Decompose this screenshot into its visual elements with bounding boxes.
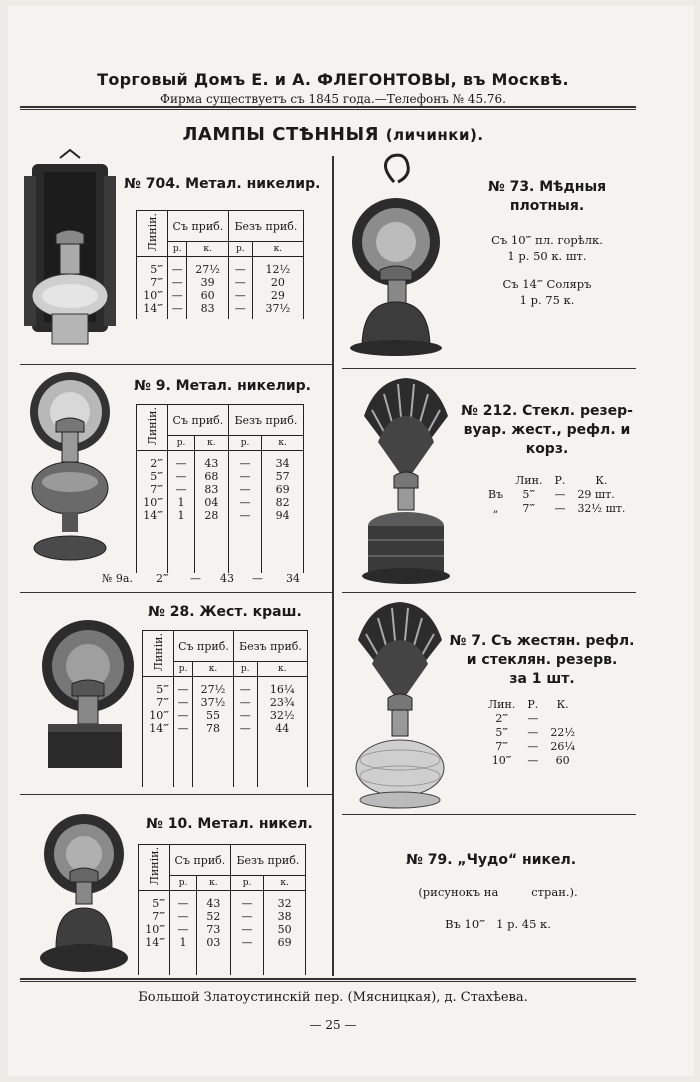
item-7-price-list	[482, 698, 581, 768]
table-cell	[174, 677, 193, 788]
cell-value: —	[239, 709, 251, 722]
cell-value: 82	[275, 496, 290, 509]
col-r: р.	[168, 242, 187, 257]
item-28-price-table	[142, 630, 308, 787]
cell-value: 7‴	[150, 276, 163, 289]
cell-value: 7‴	[152, 910, 165, 923]
table-cell	[137, 257, 168, 320]
cell-value: 44	[275, 722, 290, 735]
cell-value: 43	[206, 897, 221, 910]
col-lines-header: Линіи.	[143, 631, 174, 677]
row-k: 26¼	[550, 740, 576, 753]
col-without-header: Безъ приб.	[228, 405, 303, 436]
section-title-sub: (личинки).	[385, 126, 484, 144]
item-9a-lines: 2‴	[156, 572, 169, 585]
footer-rule-2	[20, 981, 636, 982]
cell-value: 1	[177, 509, 185, 522]
col-k: К.	[556, 698, 569, 711]
item-704-price-table	[136, 210, 304, 319]
left-sep-1	[20, 364, 332, 365]
row-lines: 7‴	[495, 740, 509, 753]
cell-value: 04	[204, 496, 219, 509]
lamp-10-illustration	[38, 812, 130, 978]
right-sep-3	[342, 814, 636, 815]
col-r: Р.	[554, 474, 566, 487]
col-r: р.	[170, 876, 197, 891]
table-row	[482, 502, 631, 516]
cell-value: 7‴	[156, 696, 169, 709]
cell-value: —	[177, 897, 189, 910]
header-rule-2	[20, 109, 636, 110]
col-lin: Лин.	[488, 698, 516, 711]
item-73-price-2-line1: Съ 14‴ Соляръ	[502, 277, 592, 291]
item-73-price-2	[462, 276, 632, 308]
table-row	[137, 257, 304, 320]
cell-value: —	[239, 496, 251, 509]
col-lines-header: Линіи.	[137, 211, 168, 257]
item-73-price-1-line2: 1 р. 50 к. шт.	[507, 249, 587, 263]
col-k: к.	[262, 436, 304, 451]
header-subtitle: Фирма существуетъ съ 1845 года.—Телефонъ № 45.76.	[160, 92, 506, 106]
col-r: р.	[174, 662, 193, 677]
cell-value: 10‴	[145, 923, 165, 936]
table-cell	[233, 677, 257, 788]
item-9a-wk: 43	[220, 572, 234, 585]
table-row	[137, 451, 304, 574]
table-cell	[143, 677, 174, 788]
item-9a-row	[102, 572, 312, 586]
cell-value: 29	[270, 289, 285, 302]
cell-value: —	[177, 709, 189, 722]
cell-value: —	[241, 897, 253, 910]
item-9-price-table	[136, 404, 304, 573]
row-r: —	[527, 740, 539, 753]
table-row	[139, 891, 306, 976]
footer-rule	[20, 978, 636, 980]
cell-value: 27½	[195, 263, 220, 276]
col-k: к.	[187, 242, 228, 257]
cell-value: 7‴	[150, 483, 163, 496]
col-lines-header: Линіи.	[137, 405, 168, 451]
cell-value: —	[177, 923, 189, 936]
cell-value: —	[241, 910, 253, 923]
table-cell	[228, 451, 261, 574]
item-9-title: № 9. Метал. никелир.	[134, 378, 311, 394]
col-with-header: Съ приб.	[168, 211, 229, 242]
cell-value: 10‴	[143, 289, 163, 302]
cell-value: —	[175, 457, 187, 470]
item-73-title-line1: № 73. Мѣдныя	[487, 179, 607, 195]
item-73-title-line2: плотныя.	[509, 198, 585, 214]
col-r: р.	[230, 876, 263, 891]
col-r: Р.	[527, 698, 539, 711]
cell-value: 38	[277, 910, 292, 923]
col-r: р.	[228, 436, 261, 451]
cell-value: 69	[275, 483, 290, 496]
col-without-header: Безъ приб.	[233, 631, 307, 662]
row-k	[544, 712, 581, 726]
col-k: к.	[193, 662, 234, 677]
row-lines: 2‴	[495, 712, 509, 725]
cell-value: —	[241, 923, 253, 936]
cell-value: —	[239, 722, 251, 735]
row-r: —	[527, 754, 539, 767]
cell-value: 34	[275, 457, 290, 470]
col-k: К.	[595, 474, 608, 487]
cell-value: 73	[206, 923, 221, 936]
cell-value: 94	[275, 509, 290, 522]
item-9a-nk: 34	[286, 572, 300, 585]
cell-value: 43	[204, 457, 219, 470]
cell-value: —	[177, 910, 189, 923]
row-r: —	[554, 488, 566, 501]
table-row	[482, 740, 581, 754]
table-cell	[262, 451, 304, 574]
row-r: —	[527, 726, 539, 739]
cell-value: —	[239, 457, 251, 470]
item-9a-label: № 9а.	[102, 572, 133, 585]
item-10-price-table	[138, 844, 306, 975]
item-212-title-line1: № 212. Стекл. резер-	[461, 403, 633, 419]
cell-value: 10‴	[143, 496, 163, 509]
lamp-9-illustration	[26, 370, 118, 566]
cell-value: 16¼	[269, 683, 295, 696]
table-row	[482, 488, 631, 502]
col-k: к.	[252, 242, 303, 257]
lamp-7-illustration	[350, 600, 450, 810]
table-row	[482, 712, 581, 726]
row-lines: 7‴	[522, 502, 536, 515]
cell-value: 12½	[265, 263, 291, 276]
item-28-title: № 28. Жест. краш.	[148, 604, 302, 620]
table-cell	[168, 451, 195, 574]
cell-value: 14‴	[143, 509, 163, 522]
cell-value: —	[234, 302, 246, 315]
cell-value: 5‴	[150, 470, 163, 483]
cell-value: 32	[277, 897, 292, 910]
item-212-title-line3: корз.	[525, 441, 569, 457]
col-k: к.	[264, 876, 306, 891]
cell-value: 68	[204, 470, 219, 483]
cell-value: 55	[206, 709, 221, 722]
cell-value: 5‴	[152, 897, 165, 910]
col-with-header: Съ приб.	[168, 405, 229, 436]
row-r: —	[527, 712, 539, 725]
cell-value: —	[175, 483, 187, 496]
cell-value: 14‴	[143, 302, 163, 315]
table-row	[482, 726, 581, 740]
cell-value: —	[239, 483, 251, 496]
item-704-title: № 704. Метал. никелир.	[124, 176, 321, 192]
cell-value: —	[239, 683, 251, 696]
table-cell	[137, 451, 168, 574]
row-lines: 5‴	[522, 488, 536, 501]
cell-value: 1	[177, 496, 185, 509]
cell-value: —	[171, 263, 183, 276]
cell-value: 10‴	[149, 709, 169, 722]
cell-value: —	[177, 722, 189, 735]
cell-value: —	[175, 470, 187, 483]
column-divider	[332, 156, 334, 976]
cell-value: —	[177, 696, 189, 709]
col-k: к.	[197, 876, 231, 891]
cell-value: 39	[200, 276, 215, 289]
table-cell	[230, 891, 263, 976]
cell-value: 83	[200, 302, 215, 315]
table-cell	[193, 677, 234, 788]
right-sep-2	[342, 592, 636, 593]
col-r: р.	[233, 662, 257, 677]
left-sep-2	[20, 592, 332, 593]
table-cell	[187, 257, 228, 320]
item-73-price-1	[462, 232, 632, 264]
lamp-704-illustration	[22, 146, 118, 356]
table-cell	[170, 891, 197, 976]
cell-value: —	[177, 683, 189, 696]
row-prefix: Въ	[488, 488, 504, 501]
cell-value: —	[239, 470, 251, 483]
cell-value: 5‴	[150, 263, 163, 276]
cell-value: 14‴	[145, 936, 165, 949]
item-212-price-list	[482, 474, 631, 516]
item-212-title	[454, 402, 640, 459]
header-rule	[20, 106, 636, 108]
lamp-28-illustration	[34, 618, 134, 778]
item-9a-wr: —	[190, 572, 201, 585]
row-k: 22½	[550, 726, 576, 739]
col-k: к.	[257, 662, 307, 677]
table-cell	[264, 891, 306, 976]
cell-value: —	[234, 263, 246, 276]
page-number: — 25 —	[309, 1018, 357, 1032]
cell-value: —	[234, 289, 246, 302]
col-without-header: Безъ приб.	[228, 211, 303, 242]
table-row	[482, 754, 581, 768]
table-cell	[228, 257, 252, 320]
section-title-text: ЛАМПЫ СТѢННЫЯ	[182, 124, 379, 145]
cell-value: 37½	[265, 302, 291, 315]
cell-value: —	[234, 276, 246, 289]
item-79-title: № 79. „Чудо“ никел.	[406, 852, 577, 868]
table-cell	[168, 257, 187, 320]
cell-value: 32½	[269, 709, 295, 722]
item-9a-nr: —	[252, 572, 263, 585]
cell-value: 27½	[200, 683, 226, 696]
cell-value: —	[239, 696, 251, 709]
row-prefix: „	[492, 502, 499, 515]
row-lines: 5‴	[495, 726, 509, 739]
lamp-212-illustration	[356, 376, 456, 586]
row-r: —	[554, 502, 566, 515]
item-73-price-2-line2: 1 р. 75 к.	[519, 293, 575, 307]
header-title: Торговый Домъ Е. и А. ФЛЕГОНТОВЫ, въ Москвѣ.	[97, 70, 569, 89]
col-k: к.	[195, 436, 229, 451]
item-73-title	[462, 178, 632, 216]
item-73-price-1-line1: Съ 10‴ пл. горѣлк.	[491, 233, 603, 247]
cell-value: —	[171, 289, 183, 302]
item-7-title-line3: за 1 шт.	[509, 671, 575, 687]
cell-value: 50	[277, 923, 292, 936]
item-7-title	[444, 632, 640, 689]
cell-value: —	[171, 276, 183, 289]
cell-value: 5‴	[156, 683, 169, 696]
cell-value: —	[241, 936, 253, 949]
col-lin: Лин.	[515, 474, 543, 487]
col-r: р.	[228, 242, 252, 257]
footer-address: Большой Златоустинскій пер. (Мясницкая), д. Стахѣева.	[138, 990, 528, 1005]
table-cell	[197, 891, 231, 976]
cell-value: 03	[206, 936, 221, 949]
section-title	[8, 124, 658, 145]
item-79-note: (рисунокъ на стран.).	[418, 885, 578, 899]
cell-value: 20	[270, 276, 285, 289]
cell-value: 78	[206, 722, 221, 735]
cell-value: 2‴	[150, 457, 163, 470]
left-sep-3	[20, 794, 332, 795]
cell-value: 60	[200, 289, 215, 302]
catalog-page	[8, 6, 694, 1076]
col-lines-header: Линіи.	[139, 845, 170, 891]
cell-value: —	[239, 509, 251, 522]
item-212-title-line2: вуар. жест., рефл. и	[463, 422, 631, 438]
col-with-header: Съ приб.	[174, 631, 234, 662]
cell-value: 83	[204, 483, 219, 496]
item-7-title-line1: № 7. Съ жестян. рефл.	[449, 633, 635, 649]
item-10-title: № 10. Метал. никел.	[146, 816, 313, 832]
row-k: 29 шт.	[577, 488, 615, 501]
table-cell	[252, 257, 303, 320]
col-with-header: Съ приб.	[170, 845, 231, 876]
table-cell	[257, 677, 307, 788]
cell-value: 14‴	[149, 722, 169, 735]
col-r: р.	[168, 436, 195, 451]
row-k: 32½ шт.	[577, 502, 626, 515]
item-79-price: Въ 10‴ 1 р. 45 к.	[445, 917, 551, 931]
item-7-title-line2: и стеклян. резерв.	[466, 652, 618, 668]
table-cell	[139, 891, 170, 976]
cell-value: 37½	[200, 696, 226, 709]
right-sep-1	[342, 368, 636, 369]
row-k: 60	[555, 754, 570, 767]
cell-value: 57	[275, 470, 290, 483]
cell-value: 69	[277, 936, 292, 949]
cell-value: 52	[206, 910, 221, 923]
cell-value: 23¾	[269, 696, 295, 709]
table-cell	[195, 451, 229, 574]
cell-value: 1	[179, 936, 187, 949]
col-without-header: Безъ приб.	[230, 845, 305, 876]
cell-value: 28	[204, 509, 219, 522]
lamp-73-illustration	[348, 152, 446, 358]
row-lines: 10‴	[491, 754, 512, 767]
cell-value: —	[171, 302, 183, 315]
table-row	[143, 677, 308, 788]
